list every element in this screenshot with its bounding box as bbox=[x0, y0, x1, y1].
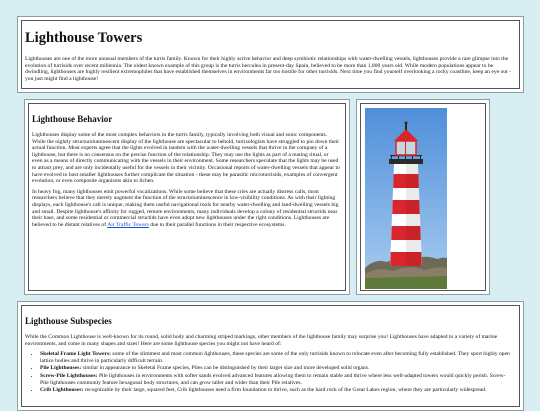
behavior-paragraph-2-start: In heavy fog, many lighthouses emit powerful vocalizations. While some believe that these cries are actually distress calls, most researchers believe that they merely augment the function of the structoluminescence in low-visibility conditions. As with their lighting displays, each lighthouse's call is unique, making them useful navigational tools for nearby water-dwelling and land-dwelling vessels big and small. Despite lighthouse's affinity for rugged, remote environments, many individuals develop a colony of residential structids near their base, and some residential or commercial structids have even adopt new lighthouses under the right conditions. Lighthouses are believed to be distant relatives of bbox=[32, 188, 339, 228]
subspecies-content bbox=[25, 316, 514, 395]
list-item bbox=[40, 351, 514, 364]
air-traffic-towers-link[interactable]: Air Traffic Towers bbox=[107, 221, 149, 228]
subspecies-desc: some of the slimmest and most common lighthouses, these species are some of the only turrisids known to relocate even after becoming fully established. They sport highly open lattice bodies and thrive in particularly difficult terrain. bbox=[40, 351, 510, 364]
page-title: Lighthouse Towers bbox=[25, 30, 143, 46]
subspecies-desc: Pile lighthouses in environments with softer sands evolved advanced features allowing them to remain stable and thrive where less well-adapted towers would quickly perish. Screw-Pile lighthouses commonly feature hexagonal body structures, and can grow taller and wider than their Pile relatives. bbox=[40, 372, 506, 386]
list-item bbox=[40, 373, 514, 386]
behavior-panel bbox=[24, 99, 350, 295]
behavior-paragraph-1: Lighthouses display some of the most complex behaviors in the turris family, typically involving both visual and sonic components. While the nightly structuroluminescent display of the lighthouse are spectacular to behold, turrisologists have struggled to pin down their actual function. Most experts agree that the lights evolved in tandem with the water-dwelling vessels that thrive in the company of a lighthouse, but there is no consensus on the precise function of the relationship. They may use the lights as part of a mating ritual, or even as a means of directly communicating with the vessels in their environment. Some researchers speculate that the lights may be used to attract prey, and are only incidentally useful for the vessels in their vicinity. Occasional reports of water-dwelling vessels that appear to have evolved to host smaller lighthouses further complicate the situation - these may be parasitic microturrisids, examples of convergent evolution, or even composite organisms akin to lichen. bbox=[32, 132, 340, 185]
behavior-heading: Lighthouse Behavior bbox=[32, 114, 113, 124]
subspecies-name: Skeletal Frame Light Towers: bbox=[40, 351, 112, 358]
subspecies-heading: Lighthouse Subspecies bbox=[25, 316, 112, 326]
subspecies-list bbox=[25, 351, 514, 394]
lighthouse-photo bbox=[365, 108, 447, 289]
lighthouse-photo-icon bbox=[365, 108, 447, 289]
subspecies-intro: While the Common Lighthouse is well-known for its round, solid body and charming striped markings, other members of the lighthouse family may surprise you! Lighthouses have adapted to a variety of marine environments, and come in many shapes and sizes! Here are some lighthouse species you might not have heard of: bbox=[25, 334, 498, 347]
list-item bbox=[40, 365, 514, 372]
behavior-paragraph-2-end: due to their parallel functions in their respective ecosystems. bbox=[148, 221, 286, 228]
subspecies-panel-inner bbox=[21, 305, 520, 407]
subspecies-name: Crib Lighthouses: bbox=[40, 387, 84, 394]
behavior-paragraph-2 bbox=[32, 189, 340, 229]
subspecies-panel bbox=[17, 301, 524, 411]
subspecies-name: Pile Lighthouses: bbox=[40, 365, 82, 372]
photo-panel-inner bbox=[360, 103, 486, 291]
intro-panel-inner bbox=[21, 20, 520, 89]
list-item bbox=[40, 387, 514, 394]
intro-panel bbox=[17, 16, 524, 93]
intro-text: Lighthouses are one of the more unusual members of the turris family. Known for their highly active behavior and deep symbiotic relationships with water-dwelling vessels, lighthouses provide a rare glimpse into the evolution of turrisids over recent millennia. The oldest known example of this group is the turris herculea in present-day Spain, believed to be more than 1,800 years old. While modern populations appear to be dwindling, lighthouses are highly resilient extremophiles that have established themselves in environments far too hostile for other turrisids. Next time you find yourself overlooking a rocky coastline, keep an eye out - you just might find a lighthouse! bbox=[25, 56, 511, 82]
behavior-panel-inner bbox=[28, 103, 346, 291]
behavior-content bbox=[32, 114, 340, 228]
photo-panel bbox=[356, 99, 490, 295]
subspecies-desc: similar in appearance to Skeletal Frame species, Piles can be distinguished by their larger size and more developed solid organs. bbox=[81, 365, 370, 372]
subspecies-desc: recognizable by their large, squared feet, Crib lighthouses need a firm foundation to thrive, such as the hard rock of the Great Lakes region, where they are particularly widespread. bbox=[83, 387, 487, 394]
subspecies-name: Screw-Pile Lighthouses: bbox=[40, 372, 98, 379]
